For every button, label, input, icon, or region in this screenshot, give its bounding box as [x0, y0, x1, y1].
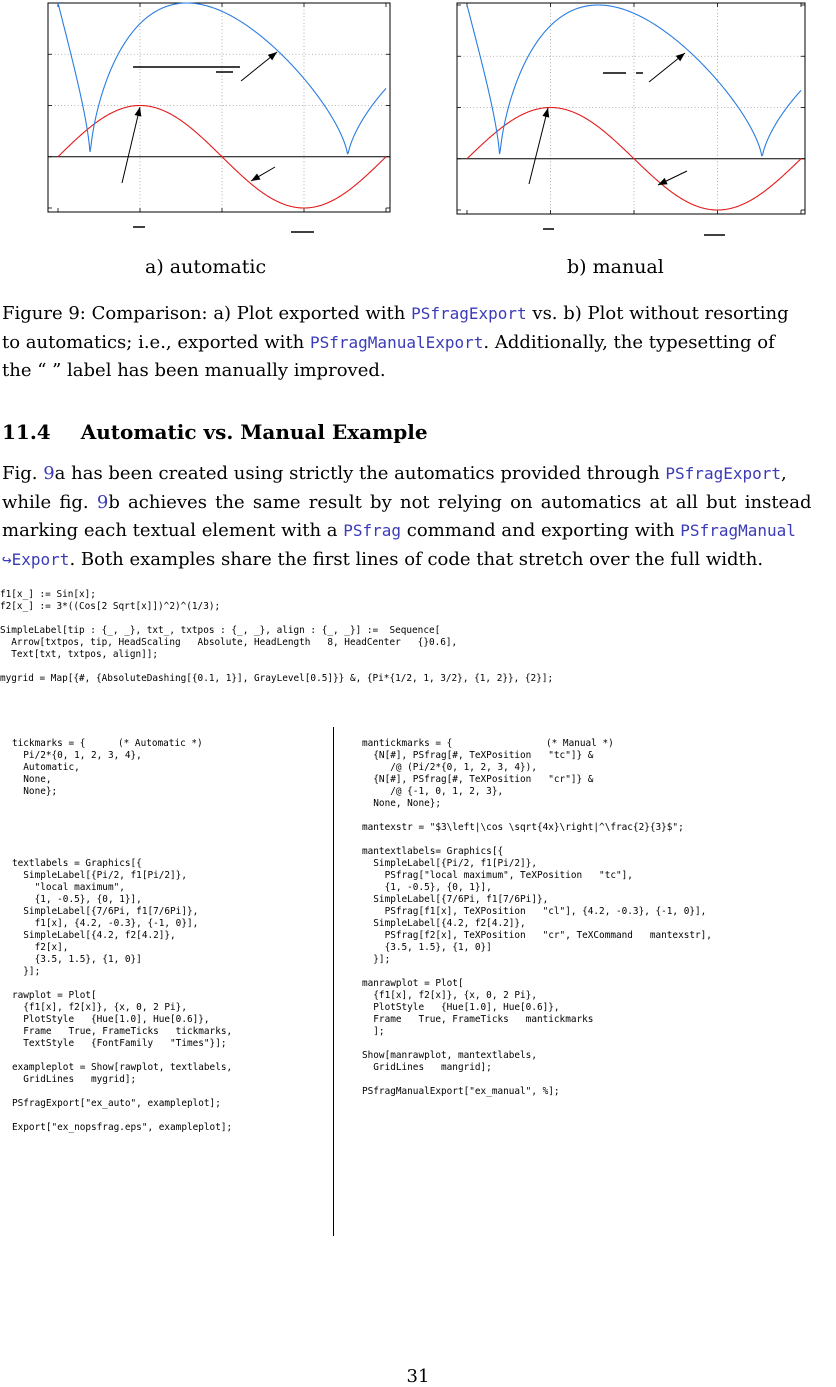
body-text: b achieves the same result by not relying on automatics at all but instead: [108, 491, 812, 513]
caption-text: . Additionally, the typesetting of: [483, 331, 775, 353]
figure-caption-line: [2, 357, 832, 386]
section-title: Automatic vs. Manual Example: [80, 420, 428, 444]
annotation-arrow: [122, 107, 140, 183]
body-text: marking each textual element with a: [2, 520, 344, 541]
body-text: Fig.: [2, 463, 44, 484]
body-text: while fig.: [2, 491, 97, 513]
caption-text: vs. b) Plot without resorting: [526, 303, 789, 324]
series-line-f2: [58, 3, 386, 154]
body-line: [2, 517, 832, 546]
annotation-arrowhead: [251, 173, 261, 181]
figure-ref-link[interactable]: 9: [43, 463, 55, 484]
section-number: 11.4: [2, 420, 51, 444]
annotation-arrowhead: [268, 52, 277, 60]
code-automatic: tickmarks = { Pi/2*{0, 1, 2, 3, 4}, Automatic, None, None}; textlabels = Graphics[{ SimpleLabel[{Pi/2, f1[Pi/2]}, "local maximum", {1, -0.5}, {0, 1}], SimpleLabel[{7/6Pi, f1[7/6Pi]}, f1[x], {4.2, -0.3}, {-1, 0}], SimpleLabel[{4.2, f2[4.2]}, f2[x], {3.5, 1.5}, {1, 0}] }]; rawplot = Plot[ {f1[x], f2[x]}, {x, 0, 2 Pi}, PlotStyle {Hue[1.0], Hue[0.6]}, Frame True, FrameTicks tickmarks, TextStyle {FontFamily "Times"}]; exampleplot = Show[rawplot, textlabels, GridLines mygrid]; PSfragExport["ex_auto", exampleplot]; Export["ex_nopsfrag.eps", exampleplot];: [12, 738, 233, 1133]
body-text: . Both examples share the first lines of code that stretch over the full width.: [69, 548, 764, 570]
code-link-psfragexport[interactable]: PSfragExport: [665, 464, 781, 483]
figure-caption-line: [2, 329, 832, 358]
plot-manual-svg: [453, 0, 808, 244]
section-heading: [2, 420, 428, 444]
plot-automatic-svg: [46, 0, 392, 240]
annotation-arrowhead: [542, 108, 549, 118]
code-link-psfragmanualexport[interactable]: PSfragManualExport: [310, 332, 484, 352]
plot-frame: [457, 3, 805, 214]
caption-text: the “ ” label has been manually improved.: [2, 360, 386, 381]
body-paragraph: [2, 460, 832, 574]
caption-text: to automatics; i.e., exported with: [2, 331, 310, 353]
plot-automatic: [46, 0, 392, 240]
figure-ref-link[interactable]: 9: [96, 491, 109, 513]
annotation-arrowhead: [135, 107, 142, 117]
plot-frame: [48, 3, 390, 212]
body-line: [2, 460, 832, 489]
code-link-psfrag[interactable]: PSfrag: [343, 521, 402, 540]
column-divider: [333, 727, 334, 1236]
code-header-automatic: (* Automatic *): [118, 738, 203, 749]
body-line: [2, 489, 832, 518]
subfigure-caption-a: a) automatic: [145, 256, 267, 278]
code-manual: mantickmarks = { {N[#], PSfrag[#, TeXPosition "tc"]} & /@ (Pi/2*{0, 1, 2, 3, 4}), {N[#], PSfrag[#, TeXPosition "cr"]} & /@ {-1, 0, 1, 2, 3}, None, None}; mantexstr = "$3\left|\cos \sqrt{4x}\right|^\frac{2}{3}$"; mantextlabels= Graphics[{ SimpleLabel[{Pi/2, f1[Pi/2]}, PSfrag["local maximum", TeXPosition "tc"], {1, -0.5}, {0, 1}], SimpleLabel[{7/6Pi, f1[7/6Pi]}, PSfrag[f1[x], TeXPosition "cl"], {4.2, -0.3}, {-1, 0}], SimpleLabel[{4.2, f2[4.2]}, PSfrag[f2[x], TeXPosition "cr", TeXCommand mantexstr], {3.5, 1.5}, {1, 0}] }]; manrawplot = Plot[ {f1[x], f2[x]}, {x, 0, 2 Pi}, PlotStyle {Hue[1.0], Hue[0.6]}, Frame True, FrameTicks mantickmarks ]; Show[manrawplot, mantextlabels, GridLines mangrid]; PSfragManualExport["ex_manual", %];: [362, 738, 712, 1097]
figure-caption-line: [2, 300, 832, 329]
code-link-psfragexport[interactable]: PSfragExport: [411, 304, 527, 323]
series-line-f2: [467, 5, 801, 156]
annotation-arrowhead: [676, 53, 685, 61]
annotation-arrowhead: [658, 178, 668, 185]
code-common: f1[x_] := Sin[x]; f2[x_] := 3*((Cos[2 Sqrt[x]])^2)^(1/3); SimpleLabel[tip : {_, _}, txt_, txtpos : {_, _}, align : {_, _}] := Sequence[ Arrow[txtpos, tip, HeadScaling Absolute, HeadLength 8, HeadCenter {}0.6], Text[txt, txtpos, align]]; mygrid = Map[{#, {AbsoluteDashing[{0.1, 1}], GrayLevel[0.5]}} &, {Pi*{1/2, 1, 3/2}, {1, 2}}, {2}];: [0, 589, 554, 684]
code-header-manual: (* Manual *): [546, 738, 614, 749]
body-text: command and exporting with: [401, 520, 681, 541]
annotation-arrow: [529, 108, 548, 184]
page-number: 31: [406, 1366, 430, 1387]
code-link-export[interactable]: ↪Export: [2, 549, 70, 569]
body-line: [2, 546, 832, 575]
body-text: ,: [781, 463, 787, 484]
code-link-psfragmanual[interactable]: PSfragManual: [680, 521, 796, 540]
figure-caption: [2, 300, 832, 386]
body-text: a has been created using strictly the automatics provided through: [54, 463, 666, 484]
caption-text: Figure 9: Comparison: a) Plot exported with: [2, 303, 412, 324]
subfigure-caption-b: b) manual: [567, 256, 664, 278]
plot-manual: [453, 0, 808, 244]
